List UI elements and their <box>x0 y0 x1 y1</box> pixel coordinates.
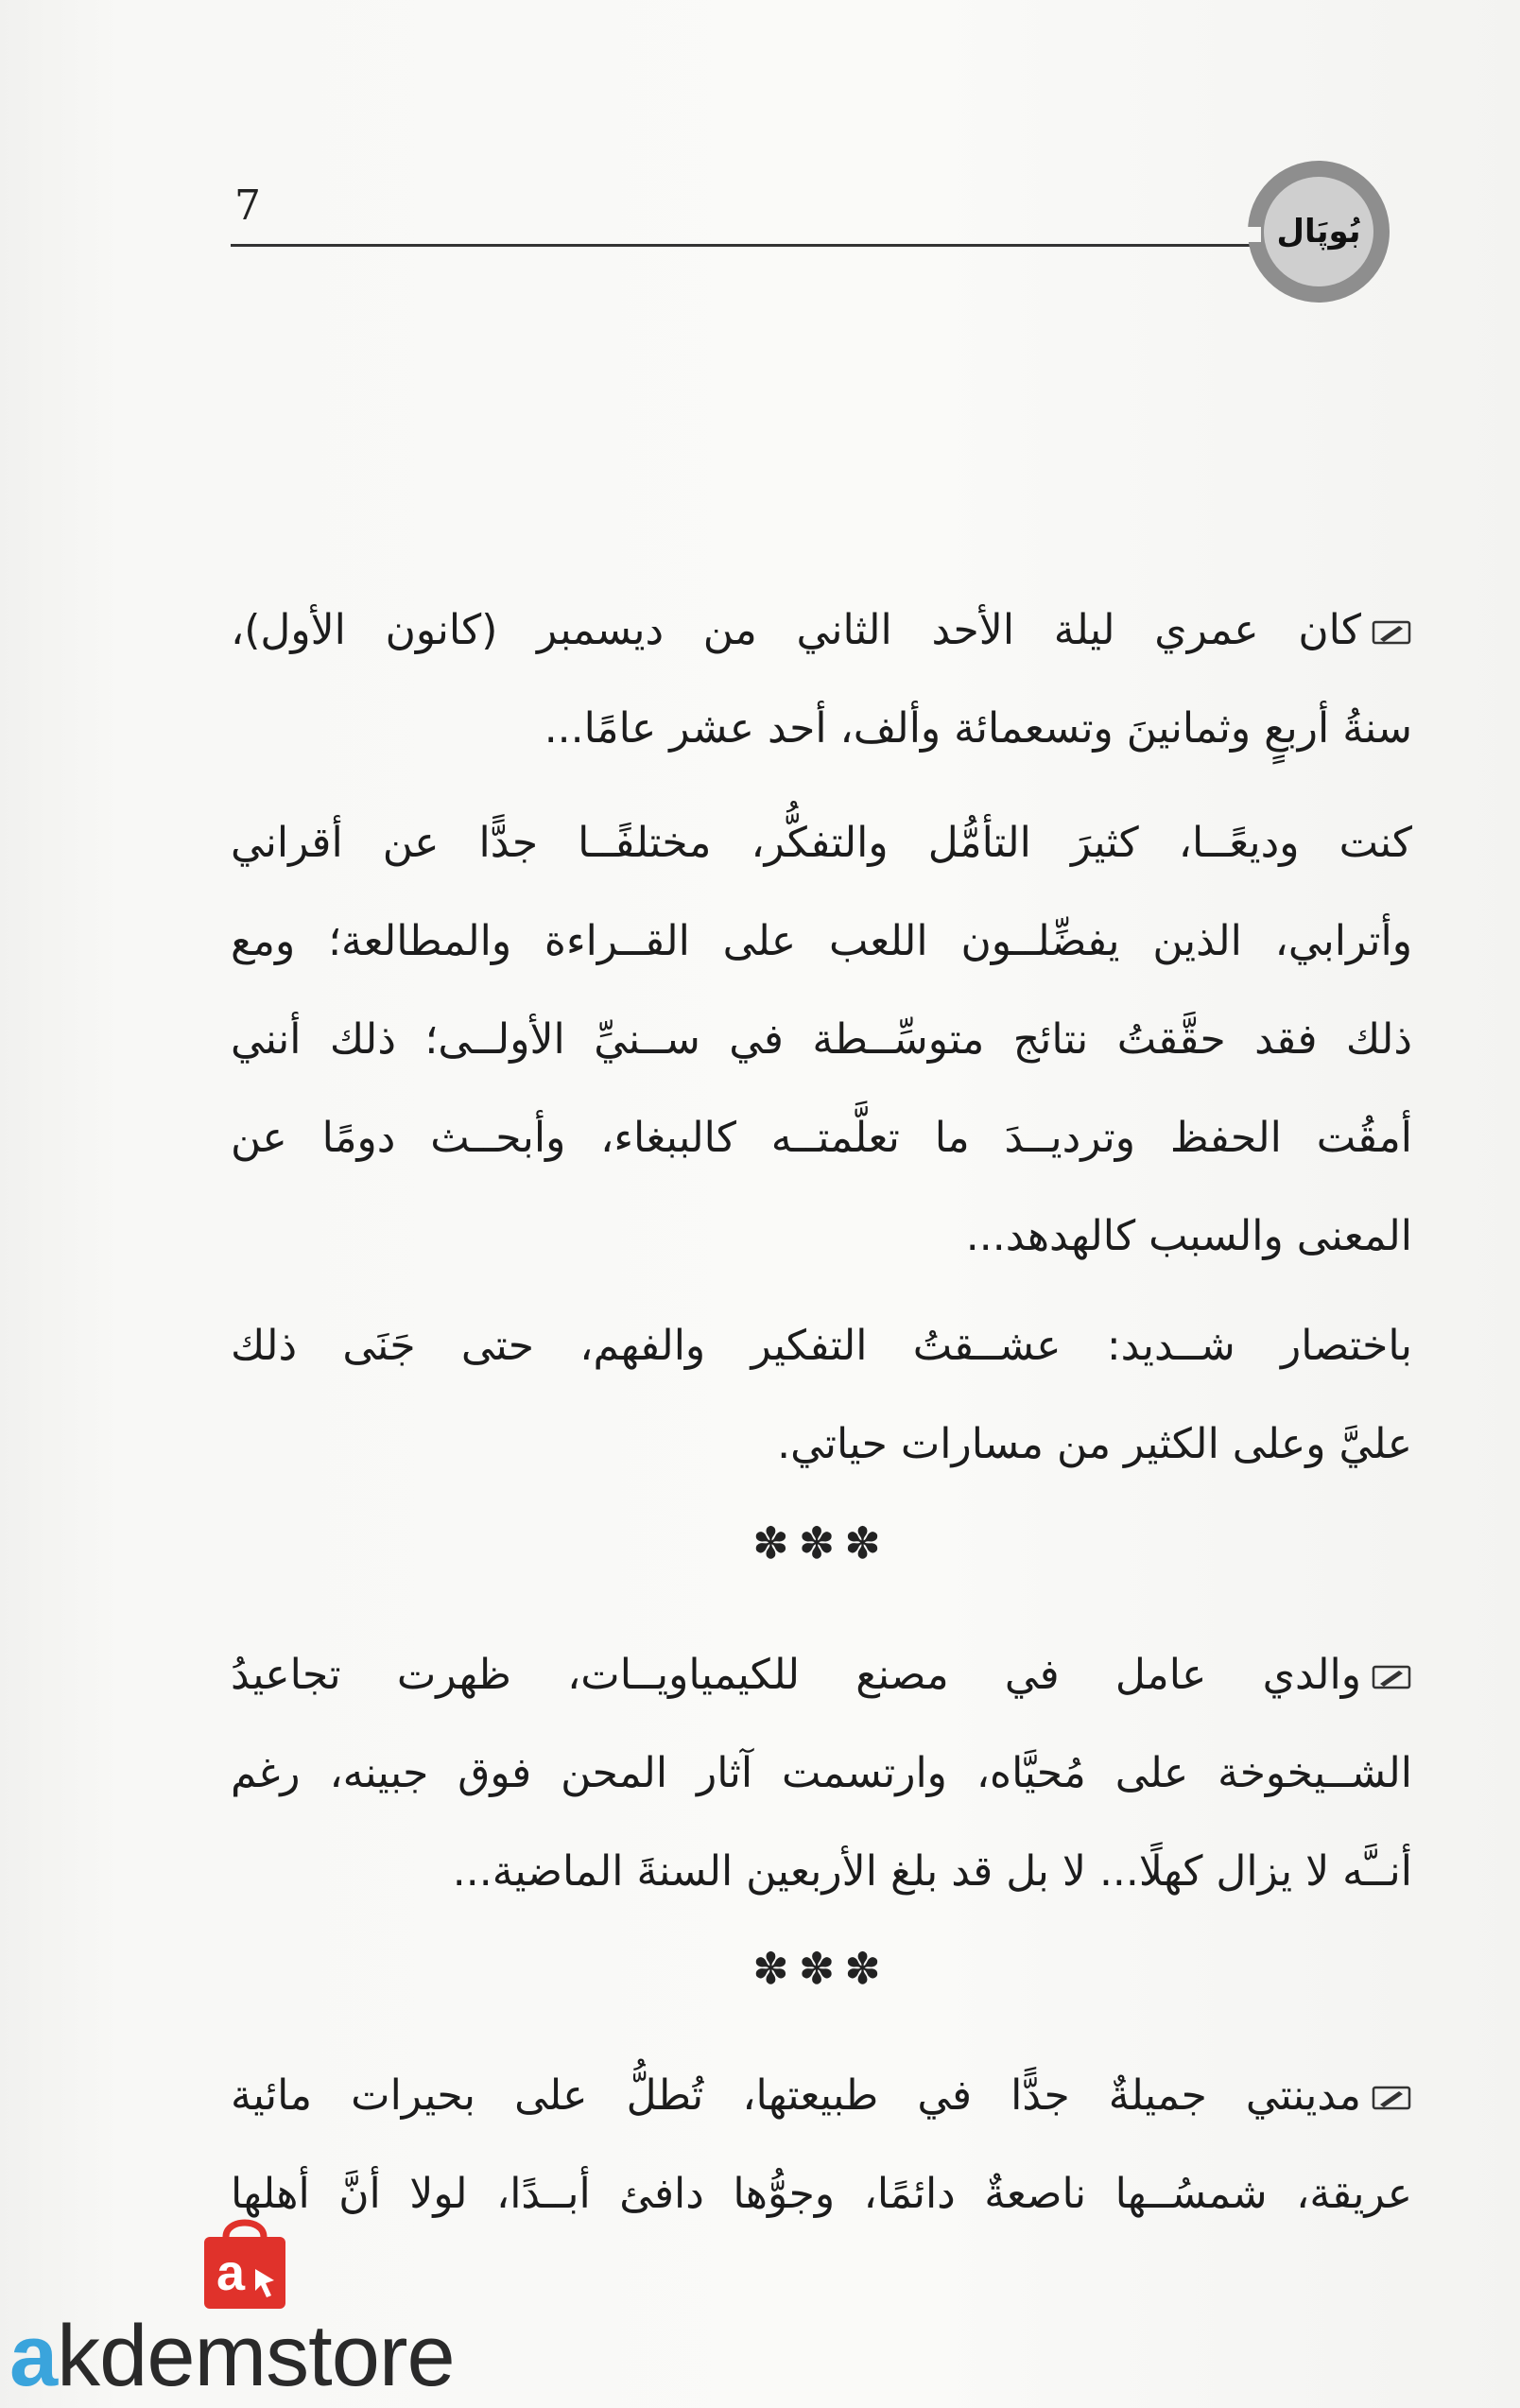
paragraph-3 <box>231 1297 1412 1494</box>
paragraph-line: أمقُت الحفظ وترديــدَ ما تعلَّمتــه كالببغاء، وأبحــث دومًا عن <box>231 1114 1412 1162</box>
paragraph-line: ذلك فقد حقَّقتُ نتائج متوسِّــطة في ســنيِّ الأولــى؛ ذلك أنني <box>231 1015 1412 1064</box>
paragraph-line: كنت وديعًــا، كثيرَ التأمُّل والتفكُّر، مختلفًــا جدًّا عن أقراني <box>231 819 1412 867</box>
watermark-logo: akdemstore <box>9 2308 455 2404</box>
paragraph-5 <box>231 2047 1412 2243</box>
badge-title: بُوپَال <box>1264 177 1373 286</box>
chapter-badge <box>1248 161 1408 321</box>
svg-text:a: a <box>216 2244 246 2301</box>
paragraph-line: سنةُ أربعٍ وثمانينَ وتسعمائة وألف، أحد عشر عامًا... <box>544 704 1412 753</box>
paragraph-2 <box>231 794 1412 1286</box>
badge-notch <box>1235 227 1261 242</box>
pen-icon <box>1371 2084 1412 2112</box>
header-rule <box>231 244 1256 247</box>
pen-icon <box>1371 618 1412 647</box>
paragraph-line: المعنى والسبب كالهدهد... <box>965 1212 1412 1260</box>
paragraph-line: كان عمري ليلة الأحد الثاني من ديسمبر (كانون الأول)، <box>231 581 1412 680</box>
paragraph-line: عريقة، شمسُــها ناصعةٌ دائمًا، وجوُّها دافئ أبــدًا، لولا أنَّ أهلها <box>231 2170 1412 2218</box>
paragraph-4 <box>231 1626 1412 1921</box>
pen-icon <box>1371 1663 1412 1691</box>
shopping-bag-icon <box>193 2210 297 2314</box>
paragraph-line: باختصار شــديد: عشــقتُ التفكير والفهم، حتى جَنَى ذلك <box>231 1322 1412 1370</box>
paragraph-line: الشــيخوخة على مُحيَّاه، وارتسمت آثار المحن فوق جبينه، رغم <box>231 1749 1412 1797</box>
page-number: 7 <box>234 182 261 230</box>
paragraph-line: عليَّ وعلى الكثير من مسارات حياتي. <box>777 1420 1412 1468</box>
paragraph-line: أنــَّه لا يزال كهلًا... لا بل قد بلغ الأربعين السنةَ الماضية... <box>452 1847 1412 1896</box>
paragraph-line: والدي عامل في مصنع للكيمياويــات، ظهرت تجاعيدُ <box>231 1626 1412 1724</box>
paragraph-1 <box>231 581 1412 778</box>
paragraph-line: وأترابي، الذين يفضِّلــون اللعب على القــراءة والمطالعة؛ ومع <box>231 917 1412 965</box>
paragraph-line: مدينتي جميلةٌ جدًّا في طبيعتها، تُطلُّ على بحيرات مائية <box>231 2047 1412 2145</box>
section-separator: ✽✽✽ <box>752 1517 890 1568</box>
section-separator: ✽✽✽ <box>752 1943 890 1994</box>
